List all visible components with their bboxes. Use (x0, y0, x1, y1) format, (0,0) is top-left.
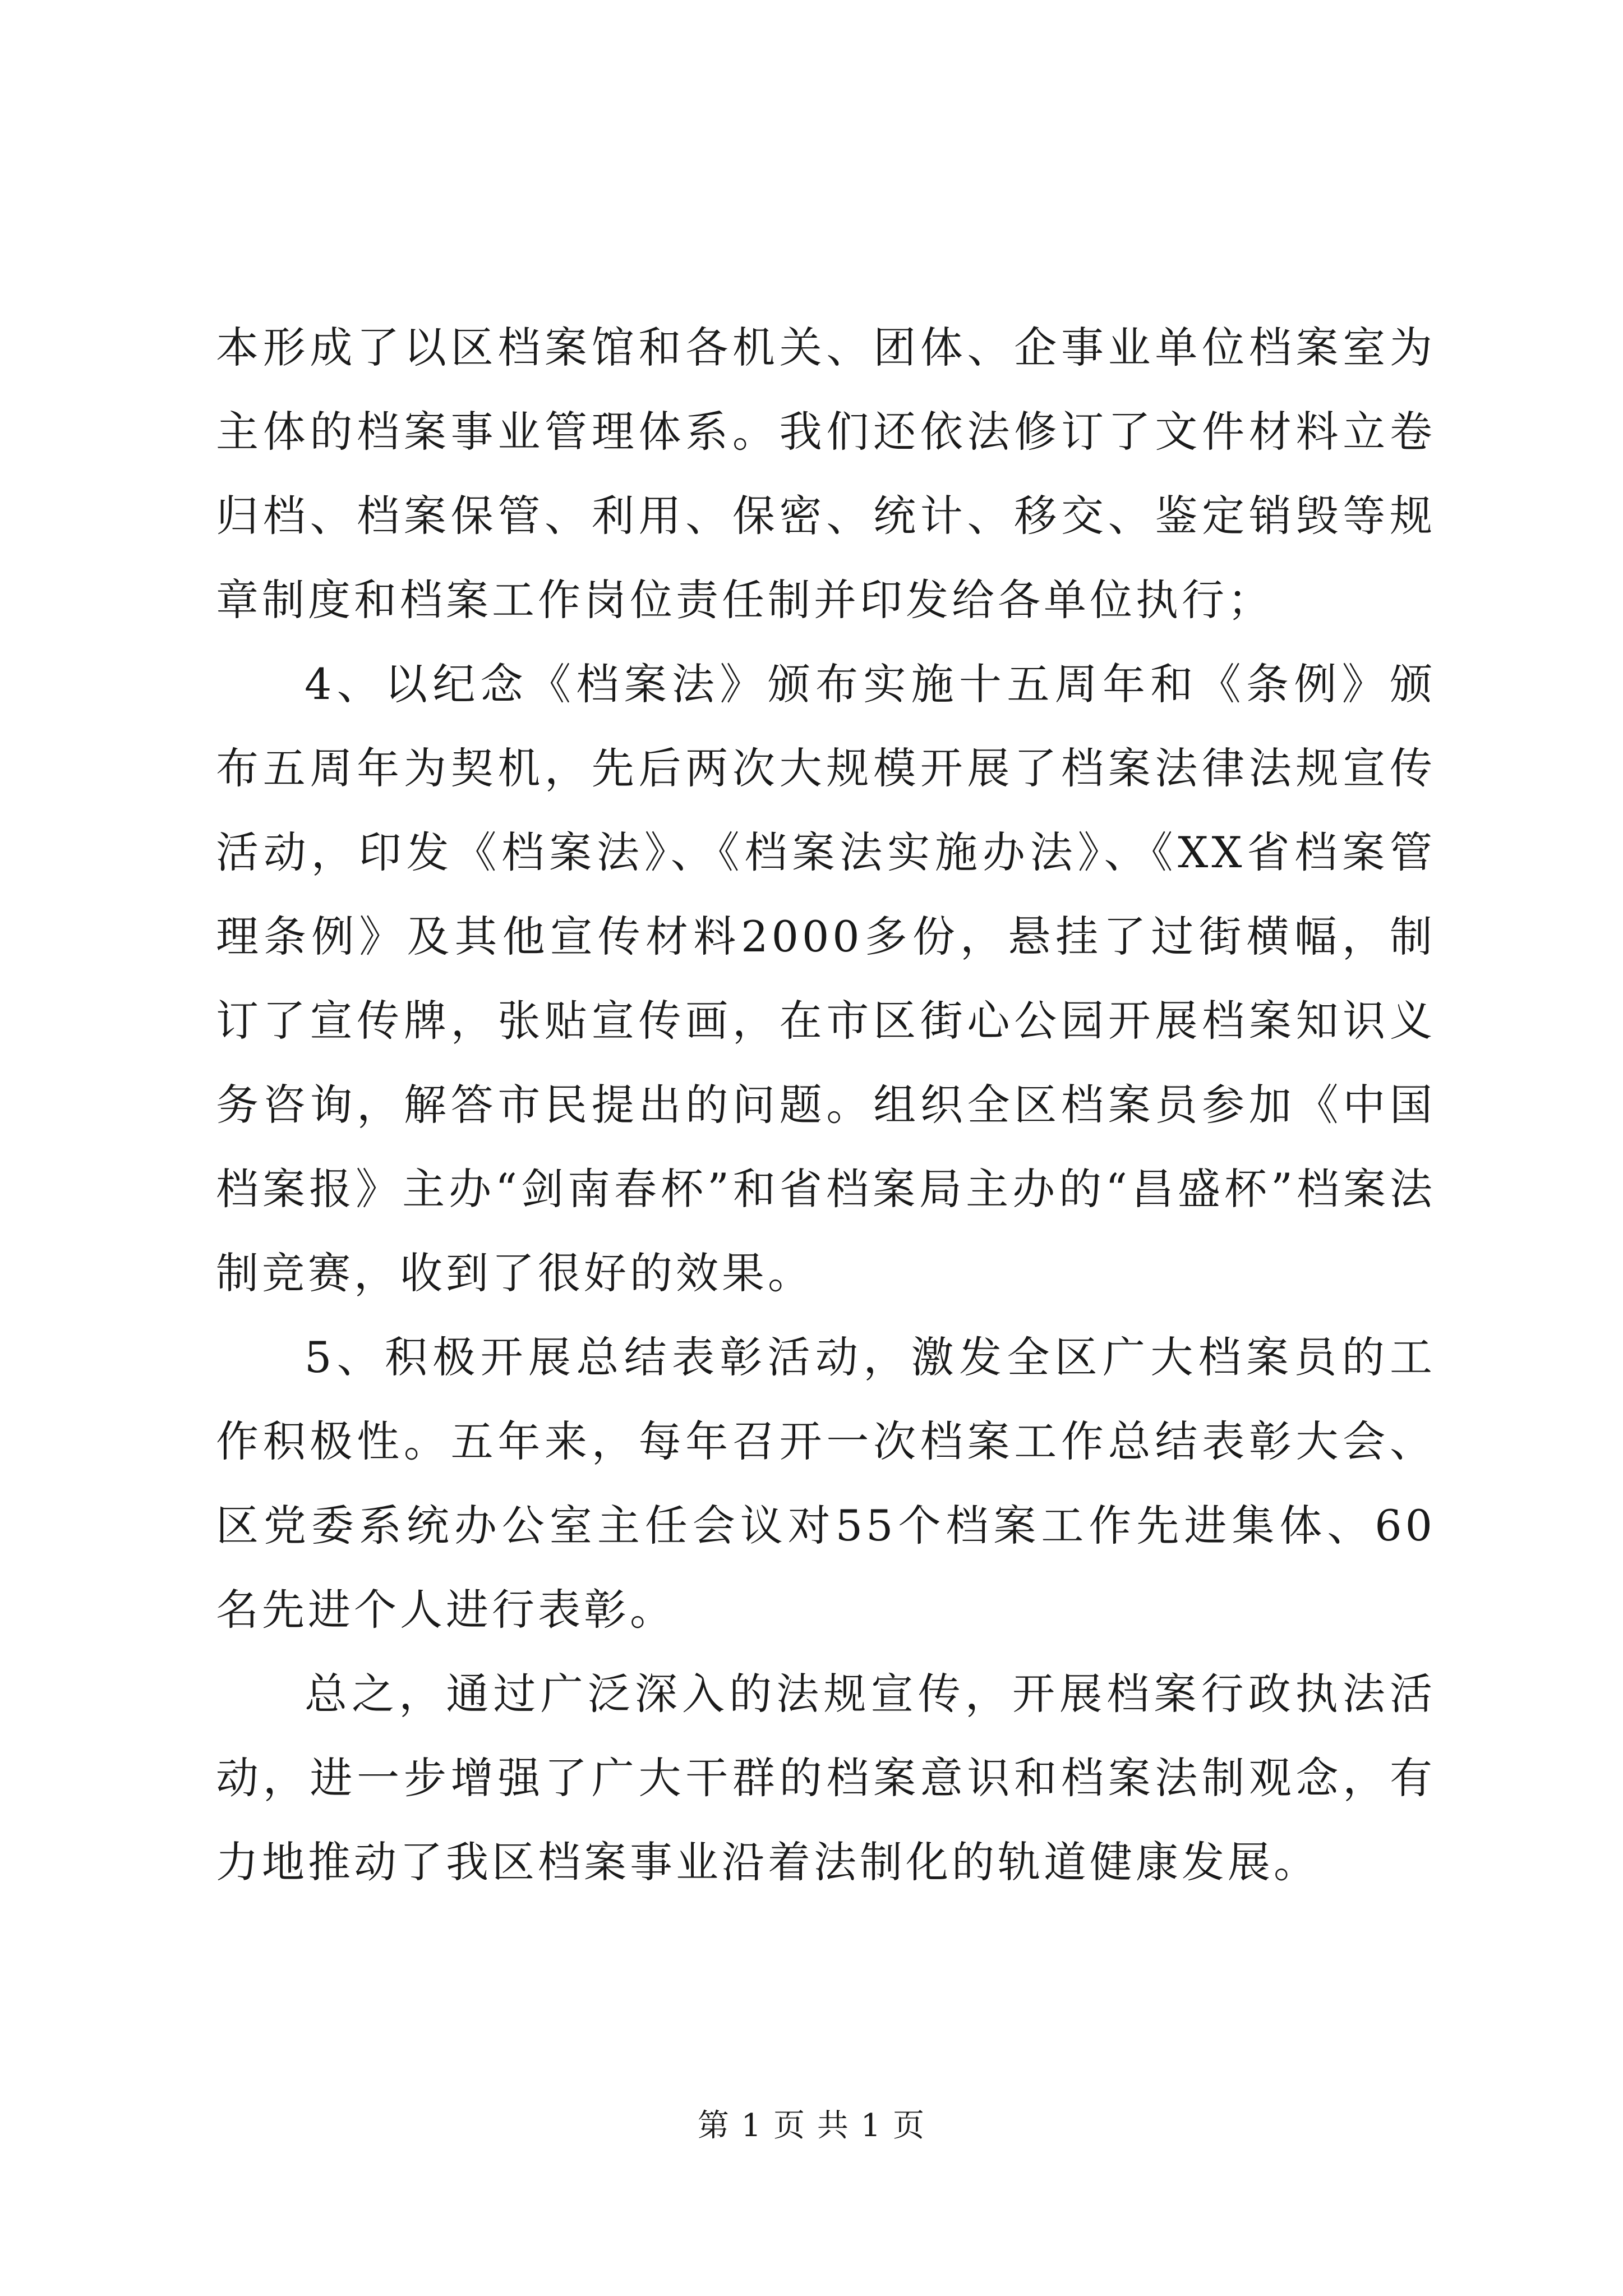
page-number-footer: 第 1 页 共 1 页 (697, 2108, 926, 2144)
document-body (216, 306, 1436, 1904)
paragraph-item-4: 4、以纪念《档案法》颁布实施十五周年和《条例》颁布五周年为契机，先后两次大规模开展了档案法律法规宣传活动，印发《档案法》、《档案法实施办法》、《XX省档案管理条例》及其他宣传材料2000多份，悬挂了过街横幅，制订了宣传牌，张贴宣传画，在市区街心公园开展档案知识义务咨询，解答市民提出的问题。组织全区档案员参加《中国档案报》主办“剑南春杯”和省档案局主办的“昌盛杯”档案法制竞赛，收到了很好的效果。 (216, 659, 1436, 1298)
paragraph-item-5: 5、积极开展总结表彰活动，激发全区广大档案员的工作积极性。五年来，每年召开一次档案工作总结表彰大会、区党委系统办公室主任会议对55个档案工作先进集体、60名先进个人进行表彰。 (216, 1332, 1436, 1635)
paragraph-continuation: 本形成了以区档案馆和各机关、团体、企事业单位档案室为主体的档案事业管理体系。我们还依法修订了文件材料立卷归档、档案保管、利用、保密、统计、移交、鉴定销毁等规章制度和档案工作岗位责任制并印发给各单位执行； (216, 323, 1436, 625)
paragraph-summary: 总之，通过广泛深入的法规宣传，开展档案行政执法活动，进一步增强了广大干群的档案意识和档案法制观念，有力地推动了我区档案事业沿着法制化的轨道健康发展。 (216, 1669, 1436, 1887)
